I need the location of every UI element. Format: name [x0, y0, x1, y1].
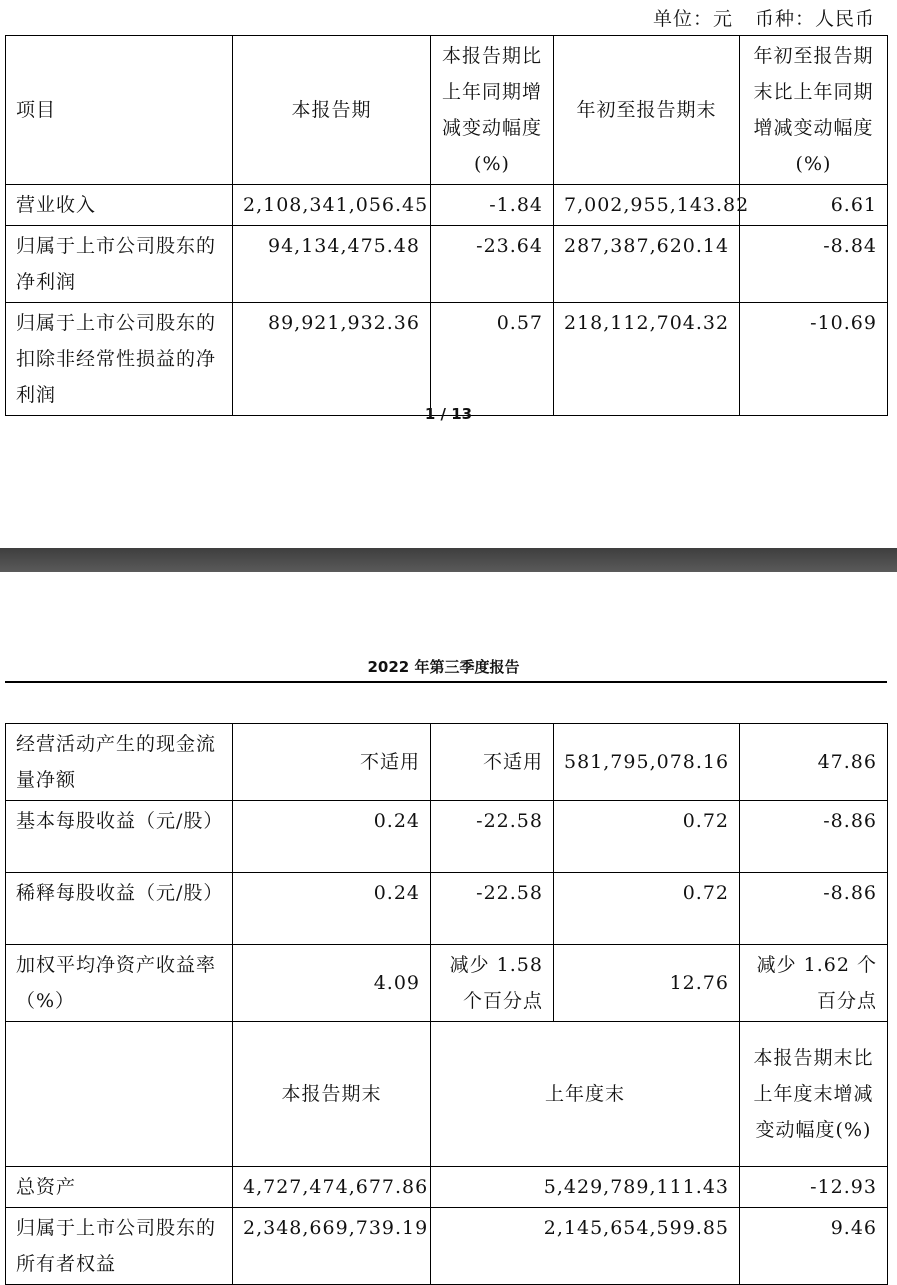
header-balance-change: 本报告期末比上年度末增减变动幅度(%)	[740, 1022, 888, 1167]
unit-line	[653, 4, 875, 31]
row-ytd: 7,002,955,143.82	[554, 185, 740, 226]
row-ytd: 218,112,704.32	[554, 303, 740, 416]
unit-label: 单位：元	[652, 8, 733, 30]
row-ytd: 287,387,620.14	[554, 226, 740, 303]
row-prior-year-end: 2,145,654,599.85	[431, 1208, 740, 1285]
row-current-change: -1.84	[431, 185, 554, 226]
row-item: 营业收入	[6, 185, 233, 226]
row-current: 4.09	[233, 945, 431, 1022]
row-ytd-change: -8.84	[740, 226, 888, 303]
row-balance-change: 9.46	[740, 1208, 888, 1285]
table-row	[6, 801, 888, 873]
table-row	[6, 724, 888, 801]
table-row	[6, 1208, 888, 1285]
currency-label: 币种：人民币	[754, 8, 875, 30]
header-current-change: 本报告期比上年同期增减变动幅度(%)	[431, 36, 554, 185]
row-item: 稀释每股收益（元/股）	[6, 873, 233, 945]
table-row	[6, 945, 888, 1022]
row-ytd-change: -8.86	[740, 801, 888, 873]
table-header-row	[6, 36, 888, 185]
row-ytd-change: -10.69	[740, 303, 888, 416]
row-item: 经营活动产生的现金流量净额	[6, 724, 233, 801]
row-item: 基本每股收益（元/股）	[6, 801, 233, 873]
row-period-end: 2,348,669,739.19	[233, 1208, 431, 1285]
header-prior-year-end: 上年度末	[431, 1022, 740, 1167]
page-number: 1 / 13	[424, 405, 473, 423]
row-prior-year-end: 5,429,789,111.43	[431, 1167, 740, 1208]
balance-header-item	[6, 1022, 233, 1167]
header-current-period: 本报告期	[233, 36, 431, 185]
row-ytd-change: 6.61	[740, 185, 888, 226]
page-separator	[0, 548, 897, 572]
financial-table-bottom	[5, 723, 888, 1285]
row-current-change: 0.57	[431, 303, 554, 416]
row-current: 2,108,341,056.45	[233, 185, 431, 226]
row-current-change: 减少 1.58 个百分点	[431, 945, 554, 1022]
row-ytd-change: 减少 1.62 个百分点	[740, 945, 888, 1022]
header-period-end: 本报告期末	[233, 1022, 431, 1167]
table-row	[6, 1167, 888, 1208]
row-current-change: -22.58	[431, 873, 554, 945]
row-current: 89,921,932.36	[233, 303, 431, 416]
row-item: 总资产	[6, 1167, 233, 1208]
row-period-end: 4,727,474,677.86	[233, 1167, 431, 1208]
row-current-change: -22.58	[431, 801, 554, 873]
table-row	[6, 303, 888, 416]
table-row	[6, 185, 888, 226]
report-header: 2022 年第三季度报告	[367, 658, 520, 676]
header-ytd-change: 年初至报告期末比上年同期增减变动幅度(%)	[740, 36, 888, 185]
row-ytd: 0.72	[554, 873, 740, 945]
header-ytd: 年初至报告期末	[554, 36, 740, 185]
row-current: 不适用	[233, 724, 431, 801]
balance-header-row	[6, 1022, 888, 1167]
row-item: 归属于上市公司股东的扣除非经常性损益的净利润	[6, 303, 233, 416]
row-ytd: 12.76	[554, 945, 740, 1022]
row-ytd: 581,795,078.16	[554, 724, 740, 801]
row-item: 归属于上市公司股东的所有者权益	[6, 1208, 233, 1285]
row-current-change: -23.64	[431, 226, 554, 303]
table-row	[6, 873, 888, 945]
table-row	[6, 226, 888, 303]
row-current: 0.24	[233, 801, 431, 873]
row-balance-change: -12.93	[740, 1167, 888, 1208]
row-ytd-change: -8.86	[740, 873, 888, 945]
row-item: 加权平均净资产收益率（%）	[6, 945, 233, 1022]
row-ytd-change: 47.86	[740, 724, 888, 801]
row-ytd: 0.72	[554, 801, 740, 873]
header-item: 项目	[6, 36, 233, 185]
row-current-change: 不适用	[431, 724, 554, 801]
row-item: 归属于上市公司股东的净利润	[6, 226, 233, 303]
financial-table-top	[5, 35, 888, 416]
header-rule	[5, 681, 887, 683]
row-current: 0.24	[233, 873, 431, 945]
row-current: 94,134,475.48	[233, 226, 431, 303]
